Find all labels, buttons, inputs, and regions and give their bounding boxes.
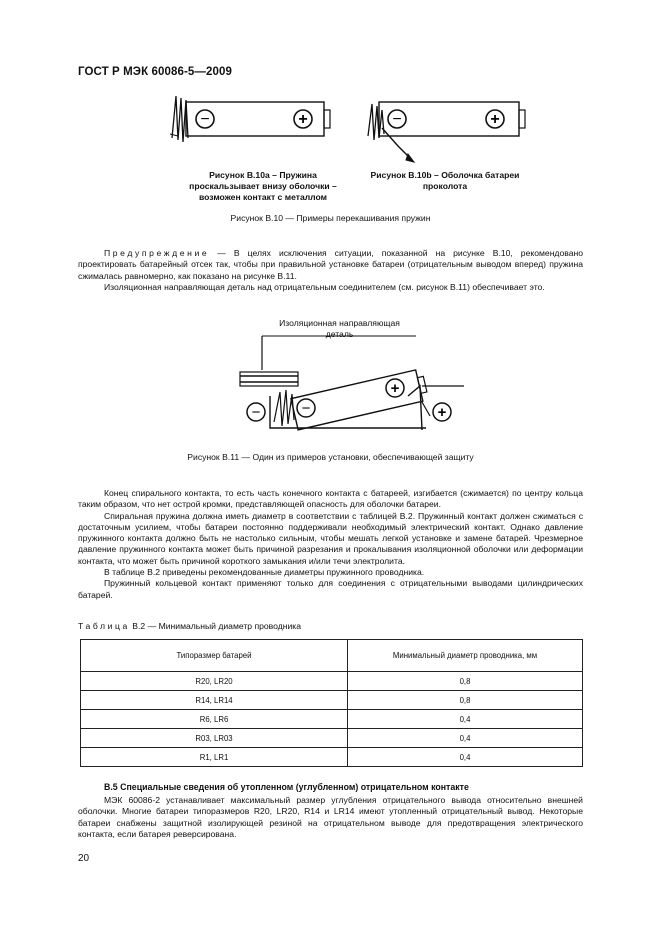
figure-b11-terminal-plus-icon xyxy=(433,403,451,421)
section-b5-text: МЭК 60086-2 устанавливает максимальный размер углубления отрицательного вывода относительно внешней оболочки. Многие батареи типоразмеров R20, LR20, R14 и LR14 имеют утопленный отрицательный вывод. Некоторые батареи снабжены защитной изолирующей резиной на отрицательном выводе для предотвращения электрического контакта, если батарея реверсирована. xyxy=(78,795,583,839)
svg-text:+: + xyxy=(437,404,447,421)
svg-text:−: − xyxy=(251,404,261,421)
paragraph-ring-contact: Пружинный кольцевой контакт применяют только для соединения с отрицательными выводами цилиндрических батарей. xyxy=(78,578,583,600)
table-header-cell: Минимальный диаметр проводника, мм xyxy=(348,640,583,672)
table-cell: R20, LR20 xyxy=(81,672,348,691)
table-cell: R03, LR03 xyxy=(81,729,348,748)
figure-b10-drawing xyxy=(168,90,528,170)
table-row xyxy=(81,748,583,767)
svg-text:−: − xyxy=(301,400,311,417)
battery-b10b-minus-icon xyxy=(388,110,406,128)
figure-b10a-caption: Рисунок В.10а – Пружина проскальзывает внизу оболочки – возможен контакт с металлом xyxy=(189,170,337,202)
paragraph-table-ref: В таблице В.2 приведены рекомендованные диаметры пружинного проводника. xyxy=(104,567,425,578)
svg-text:+: + xyxy=(298,111,308,128)
warning-paragraph xyxy=(78,248,583,282)
figure-b11-label: Изоляционная направляющая деталь xyxy=(279,318,400,339)
table-cell: R14, LR14 xyxy=(81,691,348,710)
figure-b11-title: Рисунок В.11 — Один из примеров установки, обеспечивающей защиту xyxy=(187,452,474,462)
isolation-paragraph: Изоляционная направляющая деталь над отрицательным соединителем (см. рисунок В.11) обеспечивает это. xyxy=(104,282,545,292)
table-row xyxy=(81,710,583,729)
battery-b10a-minus-icon xyxy=(196,110,214,128)
paragraph-spring-diameter: Спиральная пружина должна иметь диаметр в соответствии с таблицей В.2. Пружинный контакт должен сжиматься с достаточным усилием, чтобы батареи постоянно поддерживали необходимый электрический контакт. Однако давление пружинного контакта должно быть не настолько сильным, чтобы мешать легкой установке и замене батарей. Чрезмерное давление пружинного контакта может быть причиной разрезания и прокалывания изоляционной оболочки или деформации контакта, что может быть причиной короткого замыкания и/или течи электролита. xyxy=(78,510,583,566)
figure-b11-battery-minus-icon xyxy=(297,399,315,417)
svg-text:−: − xyxy=(200,111,210,128)
figure-b10-title: Рисунок В.10 — Примеры перекашивания пружин xyxy=(230,213,431,223)
table-row xyxy=(81,691,583,710)
table-cell: 0,8 xyxy=(348,672,583,691)
table-cell: 0,4 xyxy=(348,748,583,767)
paragraph-spring-end: Конец спирального контакта, то есть часть конечного контакта с батареей, изгибается (сжимается) по центру кольца таким образом, что нет острой кромки, представляющей опасность для оболочки батареи. xyxy=(78,488,583,510)
table-row xyxy=(81,729,583,748)
svg-text:+: + xyxy=(490,111,500,128)
battery-b10b-plus-icon xyxy=(486,110,504,128)
table-header-cell: Типоразмер батарей xyxy=(81,640,348,672)
figure-b10b-caption: Рисунок В.10b – Оболочка батареи проколота xyxy=(370,170,520,191)
figure-b11-terminal-minus-icon xyxy=(247,403,265,421)
warning-text: — В целях исключения ситуации, показанной на рисунке В.10, рекомендовано проектировать батарейный отсек так, чтобы при правильной установке батареи (отрицательным выводом вперед) пружина сжималась равномерно, как показано на рисунке В.11. xyxy=(78,248,584,281)
page-number: 20 xyxy=(78,853,90,864)
figure-b11-drawing xyxy=(236,326,466,436)
table-caption: Таблица В.2 — Минимальный диаметр проводника xyxy=(78,621,302,631)
table-row xyxy=(81,672,583,691)
table-cell: R6, LR6 xyxy=(81,710,348,729)
svg-text:+: + xyxy=(390,380,400,397)
figure-b11-battery-plus-icon xyxy=(386,379,404,397)
body-text xyxy=(78,488,583,601)
document-header: ГОСТ Р МЭК 60086-5—2009 xyxy=(78,66,232,78)
table-cell: 0,8 xyxy=(348,691,583,710)
table-cell: 0,4 xyxy=(348,710,583,729)
table-b2 xyxy=(80,639,583,767)
battery-b10a-plus-icon xyxy=(294,110,312,128)
table-cell: 0,4 xyxy=(348,729,583,748)
table-header-row xyxy=(81,640,583,672)
section-b5-title: В.5 Специальные сведения об утопленном (углубленном) отрицательном контакте xyxy=(104,782,469,792)
table-cell: R1, LR1 xyxy=(81,748,348,767)
warning-label: Предупреждение xyxy=(104,248,210,258)
svg-text:−: − xyxy=(392,111,402,128)
